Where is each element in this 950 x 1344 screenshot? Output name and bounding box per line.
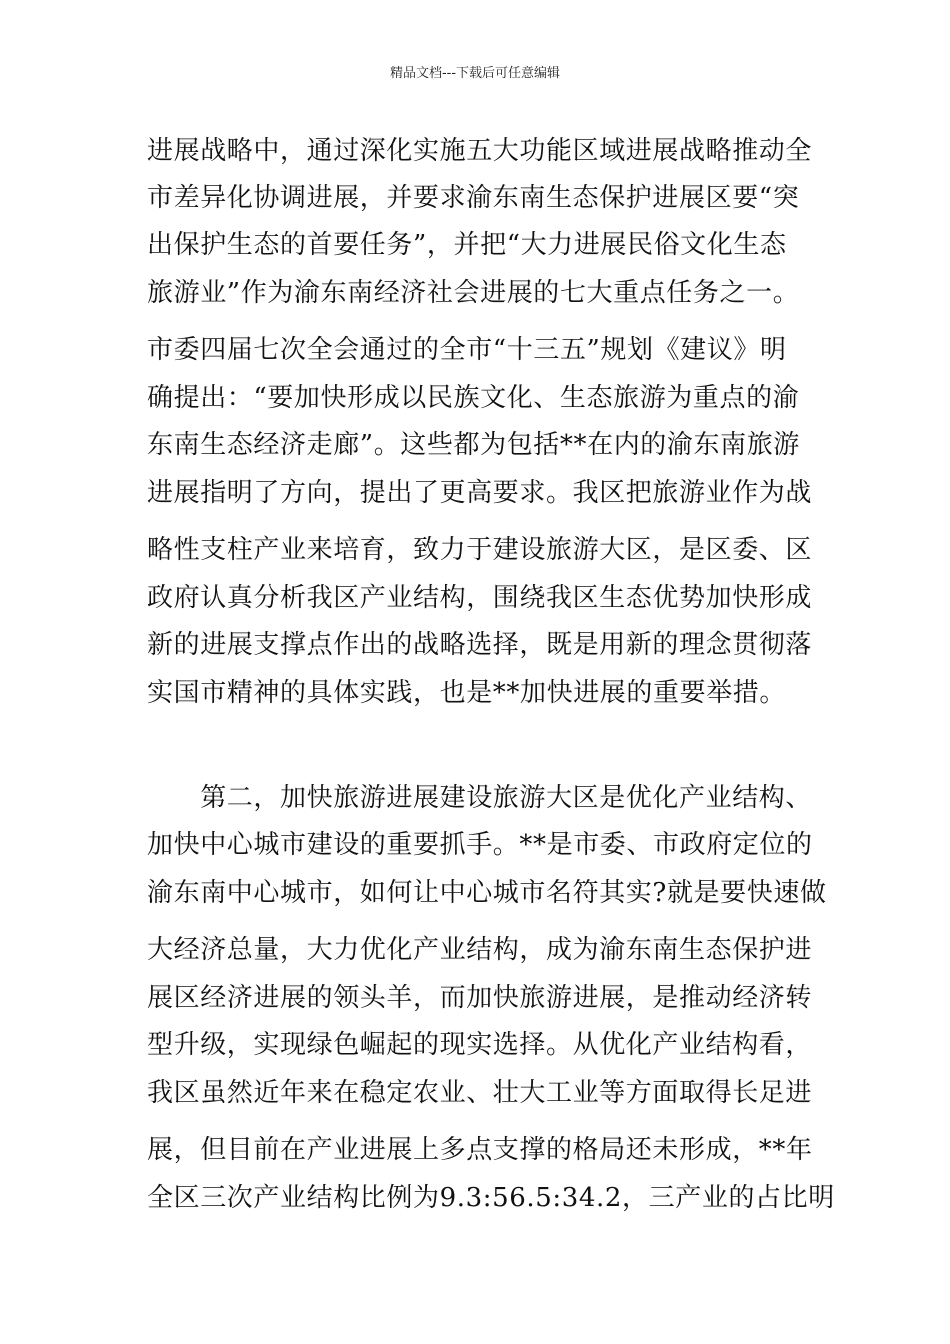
paragraph-line: 进展指明了方向，提出了更高要求。我区把旅游业作为战 [147, 478, 813, 508]
paragraph-line: 大经济总量，大力优化产业结构，成为渝东南生态保护进 [147, 935, 813, 965]
paragraph-line: 东南生态经济走廊”。这些都为包括**在内的渝东南旅游 [147, 430, 800, 460]
paragraph-line: 第二，加快旅游进展建设旅游大区是优化产业结构、 [147, 783, 813, 813]
paragraph-line: 确提出：“要加快形成以民族文化、生态旅游为重点的渝 [147, 383, 800, 413]
paragraph-line: 渝东南中心城市，如何让中心城市名符其实?就是要快速做 [147, 878, 827, 908]
paragraph-line: 政府认真分析我区产业结构，围绕我区生态优势加快形成 [147, 583, 813, 613]
paragraph-line: 全区三次产业结构比例为9.3:56.5:34.2，三产业的占比明 [147, 1183, 835, 1213]
paragraph-line: 我区虽然近年来在稳定农业、壮大工业等方面取得长足进 [147, 1078, 813, 1108]
paragraph-line: 出保护生态的首要任务”，并把“大力进展民俗文化生态 [147, 230, 787, 260]
paragraph-line: 市委四届七次全会通过的全市“十三五”规划《建议》明 [147, 335, 787, 365]
paragraph-line: 实国市精神的具体实践，也是**加快进展的重要举措。 [147, 678, 787, 708]
paragraph-line: 旅游业”作为渝东南经济社会进展的七大重点任务之一。 [147, 278, 800, 308]
page-header: 精品文档---下载后可任意编辑 [389, 66, 561, 81]
paragraph-line: 展，但目前在产业进展上多点支撑的格局还未形成，**年 [147, 1135, 813, 1165]
paragraph-line: 进展战略中，通过深化实施五大功能区域进展战略推动全 [147, 136, 813, 166]
paragraph-line: 略性支柱产业来培育，致力于建设旅游大区，是区委、区 [147, 535, 813, 565]
paragraph-line: 加快中心城市建设的重要抓手。**是市委、市政府定位的 [147, 830, 813, 860]
paragraph-line: 型升级，实现绿色崛起的现实选择。从优化产业结构看， [147, 1030, 813, 1060]
paragraph-line: 市差异化协调进展，并要求渝东南生态保护进展区要“突 [147, 183, 800, 213]
paragraph-line: 新的进展支撑点作出的战略选择，既是用新的理念贯彻落 [147, 630, 813, 660]
paragraph-line: 展区经济进展的领头羊，而加快旅游进展，是推动经济转 [147, 983, 813, 1013]
